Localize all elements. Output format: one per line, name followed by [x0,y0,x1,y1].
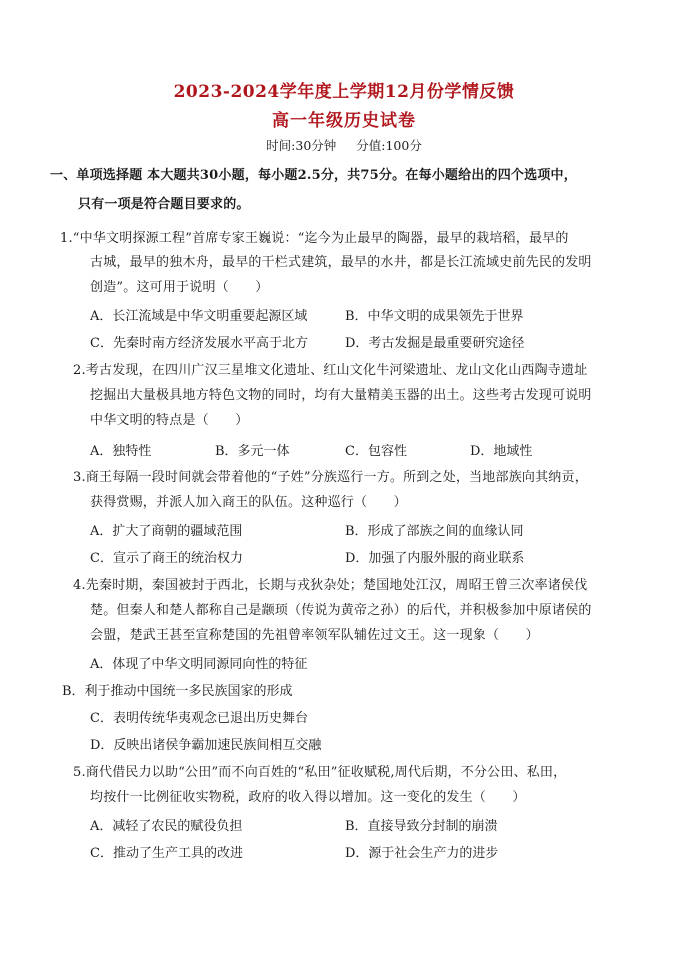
question-2-option-a: A．独特性 [90,444,152,459]
question-5-option-c: C．推动了生产工具的改进 [90,846,243,861]
question-2-option-b: B．多元一体 [215,444,290,459]
question-5-option-d: D．源于社会生产力的进步 [345,846,499,861]
question-4-option-a: A．体现了中华文明同源同向性的特征 [90,657,308,672]
question-3-option-d: D．加强了内服外服的商业联系 [345,551,525,566]
question-4-line-2: 楚。但秦人和楚人都称自己是颛顼（传说为黄帝之孙）的后代，并积极参加中原诸侯的 [90,603,592,618]
question-4-line-3: 会盟，楚武王甚至宣称楚国的先祖曾率领军队辅佐过文王。这一现象（ ） [90,628,539,643]
question-1-option-b: B．中华文明的成果领先于世界 [345,309,524,324]
question-1-option-d: D．考古发掘是最重要研究途径 [345,336,525,351]
question-5-line-2: 均按什一比例征收实物税，政府的收入得以增加。这一变化的发生（ ） [90,790,526,805]
question-5-option-b: B．直接导致分封制的崩溃 [345,819,498,834]
question-1-line-2: 古城，最早的独木舟，最早的干栏式建筑，最早的水井，都是长江流域史前先民的发明 [90,255,592,270]
question-2-option-c: C．包容性 [345,444,407,459]
question-4-line-1: 4.先秦时期，秦国被封于西北，长期与戎狄杂处；楚国地处江汉，周昭王曾三次率诸侯伐 [73,578,588,593]
question-2-option-d: D．地域性 [470,444,533,459]
exam-subtitle: 高一年级历史试卷 [272,111,416,131]
section-heading-line2: 只有一项是符合题目要求的。 [78,197,250,212]
exam-time: 时间:30分钟 [266,138,337,153]
question-4-option-d: D．反映出诸侯争霸加速民族间相互交融 [90,738,322,753]
question-3-option-a: A．扩大了商朝的疆域范围 [90,524,243,539]
section-heading-line1: 一、单项选择题 本大题共30小题，每小题2.5分，共75分。在每小题给出的四个选项中， [50,168,577,183]
question-4-option-b: B．利于推动中国统一多民族国家的形成 [62,684,293,699]
question-5-option-a: A．减轻了农民的赋役负担 [90,819,243,834]
question-2-line-3: 中华文明的特点是（ ） [90,413,249,428]
question-4-option-c: C．表明传统华夷观念已退出历史舞台 [90,711,308,726]
question-5-line-1: 5.商代借民力以助“公田”而不向百姓的“私田”征收赋税,周代后期，不分公田、私田， [73,765,567,780]
question-3-option-c: C．宣示了商王的统治权力 [90,551,243,566]
question-1-line-1: 1.“中华文明探源工程”首席专家王巍说：“迄今为止最早的陶器，最早的栽培稻，最早的 [60,231,569,246]
question-3-line-1: 3.商王每隔一段时间就会带着他的“子姓”分族巡行一方。所到之处，当地部族向其纳贡， [73,470,588,485]
exam-meta [0,136,688,154]
question-2-line-1: 2.考古发现，在四川广汉三星堆文化遗址、红山文化牛河梁遗址、龙山文化山西陶寺遗址 [73,363,588,378]
question-1-option-a: A．长江流域是中华文明重要起源区域 [90,309,308,324]
question-2-line-2: 挖掘出大量极具地方特色文物的同时，均有大量精美玉器的出土。这些考古发现可说明 [90,388,592,403]
question-3-line-2: 获得赏赐，并派人加入商王的队伍。这种巡行（ ） [90,495,407,510]
question-1-line-3: 创造”。这可用于说明（ ） [90,280,269,295]
exam-score: 分值:100分 [356,138,422,153]
exam-title: 2023-2024学年度上学期12月份学情反馈 [173,82,515,102]
question-3-option-b: B．形成了部族之间的血缘认同 [345,524,524,539]
question-1-option-c: C．先秦时南方经济发展水平高于北方 [90,336,308,351]
